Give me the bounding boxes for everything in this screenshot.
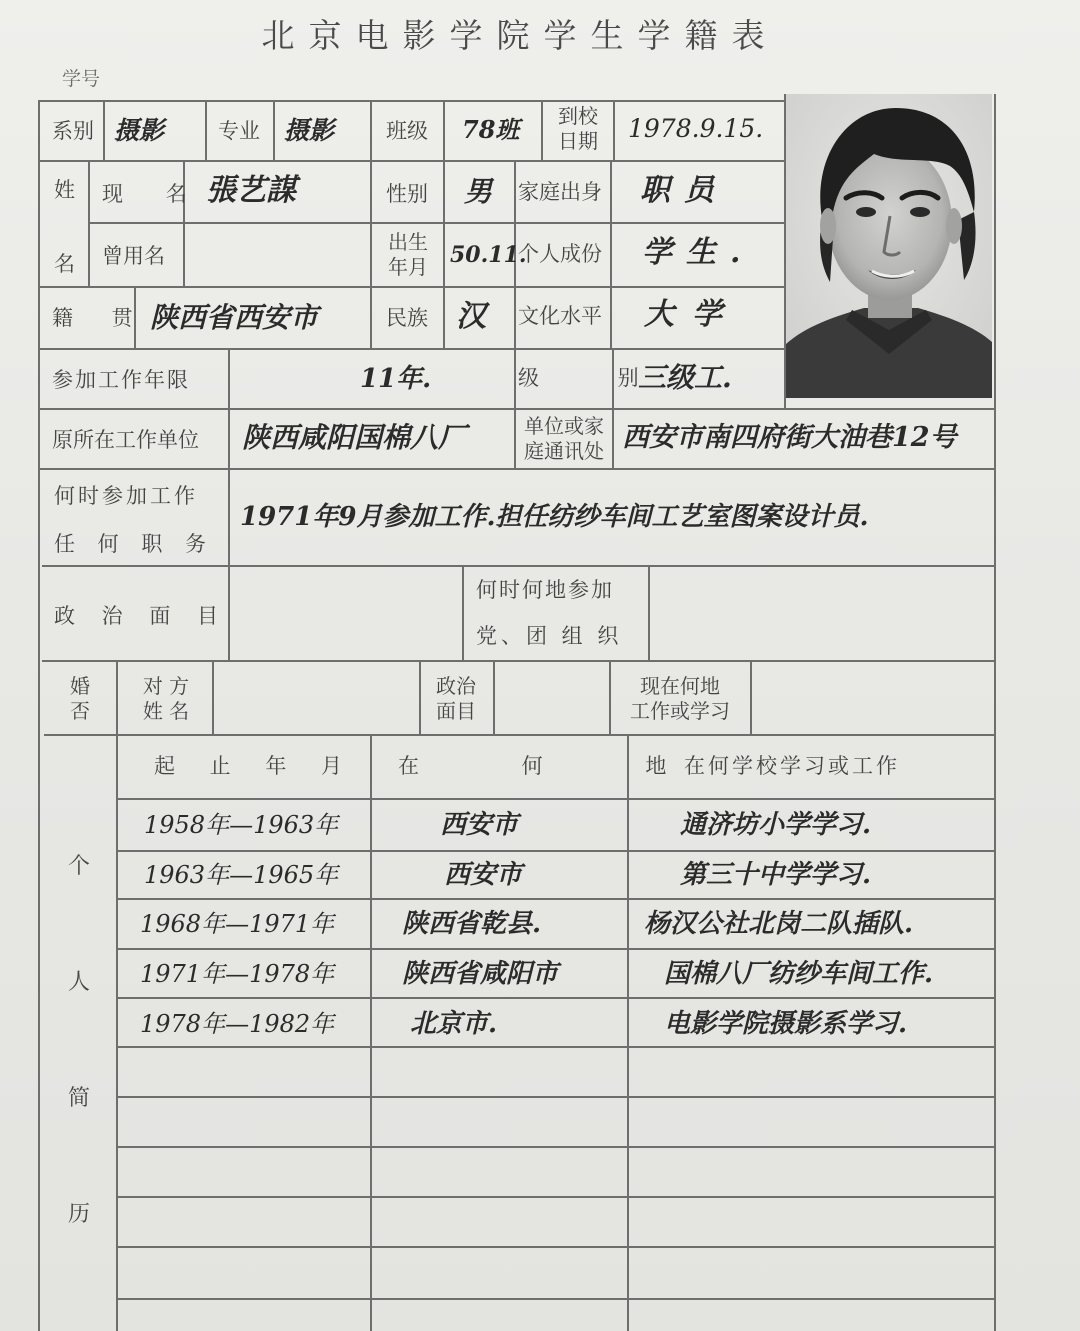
address-label <box>516 414 612 464</box>
resume-col-school: 在何学校学习或工作 <box>684 754 900 778</box>
resume-school: 国棉八厂纺纱车间工作. <box>664 959 934 989</box>
birth-label-line1: 出生 <box>388 230 428 254</box>
party-label-line1: 何时何地参加 <box>476 578 614 602</box>
rule <box>627 734 629 1331</box>
rule <box>118 1196 996 1198</box>
rule <box>750 660 752 734</box>
rule <box>88 222 786 224</box>
rule <box>38 100 40 1331</box>
resume-period: 1968年—1971年 <box>140 910 335 938</box>
given-name-label: 名 <box>54 252 75 276</box>
rule <box>205 100 207 160</box>
family-origin-value: 职员 <box>640 173 728 208</box>
ethnicity-label: 民族 <box>386 306 428 330</box>
resume-col-period: 起 止 年 月 <box>154 754 357 778</box>
resume-side-label-4: 历 <box>68 1202 91 1227</box>
rule <box>443 100 445 348</box>
rule <box>118 850 996 852</box>
rule <box>118 798 996 800</box>
native-place-label: 籍 贯 <box>52 306 149 330</box>
surname-label: 姓 <box>54 178 75 202</box>
spouse-where-label-line2: 工作或学习 <box>630 699 730 723</box>
arrive-date-label-line2: 日期 <box>558 129 598 153</box>
address-value: 西安市南四府街大油巷12号 <box>622 422 957 453</box>
address-label-line2: 庭通讯处 <box>524 439 604 463</box>
rule <box>610 160 612 348</box>
when-work-label-line2: 任 何 职 务 <box>54 532 215 556</box>
rule <box>183 160 185 286</box>
rule <box>370 100 372 348</box>
rule <box>103 100 105 160</box>
spouse-where-label <box>614 674 746 724</box>
form-title: 北京电影学院学生学籍表 <box>261 16 779 55</box>
rule <box>118 948 996 950</box>
arrive-date-label <box>548 104 608 154</box>
resume-place: 西安市 <box>440 810 519 840</box>
when-work-label-line1: 何时参加工作 <box>54 484 198 508</box>
spouse-political-label-line2: 面目 <box>436 699 476 723</box>
dept-value: 摄影 <box>114 116 165 145</box>
rule <box>419 660 421 734</box>
rule <box>118 1046 996 1048</box>
rule <box>609 660 611 734</box>
gender-label: 性别 <box>386 182 428 206</box>
rule <box>212 660 214 734</box>
education-label: 文化水平 <box>518 304 602 328</box>
rule <box>116 660 118 1331</box>
arrive-date-value: 1978.9.15. <box>628 114 764 143</box>
rule <box>541 100 543 160</box>
class-value: 78班 <box>462 115 520 144</box>
rule <box>40 408 994 410</box>
birth-label-line2: 年月 <box>388 255 428 279</box>
personal-status-label: 个人成份 <box>518 242 602 266</box>
portrait-image <box>786 94 992 398</box>
rule <box>40 348 786 350</box>
work-history-value: 1971年9月参加工作.担任纺纱车间工艺室图案设计员. <box>240 502 869 532</box>
party-label-line2: 党、团 组 织 <box>476 624 623 648</box>
work-years-value: 11年. <box>360 364 432 394</box>
rule <box>994 94 996 1331</box>
spouse-political-label-line1: 政治 <box>436 674 476 698</box>
resume-school: 通济坊小学学习. <box>680 810 872 840</box>
current-name-label: 现 名 <box>102 182 205 206</box>
resume-period: 1958年—1963年 <box>144 811 339 839</box>
work-years-label: 参加工作年限 <box>52 368 190 392</box>
arrive-date-label-line1: 到校 <box>558 104 598 128</box>
personal-status-value: 学生. <box>642 235 755 270</box>
rule <box>88 160 90 286</box>
gender-value: 男 <box>464 175 493 208</box>
rule <box>118 997 996 999</box>
rule <box>228 348 230 660</box>
birth-value: 50.11. <box>450 242 527 268</box>
ethnicity-value: 汉 <box>456 299 486 334</box>
rule <box>40 286 786 288</box>
resume-period: 1978年—1982年 <box>140 1010 335 1038</box>
resume-side-label-1: 个 <box>68 854 91 879</box>
resume-school: 第三十中学学习. <box>680 860 872 890</box>
address-label-line1: 单位或家 <box>524 414 604 438</box>
former-name-label: 曾用名 <box>102 244 165 268</box>
rule <box>118 1146 996 1148</box>
spouse-where-label-line1: 现在何地 <box>640 674 720 698</box>
class-label: 班级 <box>386 119 428 143</box>
rule <box>118 1298 996 1300</box>
grade-label: 级 别 <box>518 366 675 390</box>
grade-value: 三级工. <box>638 361 732 394</box>
rule <box>648 565 650 660</box>
native-place-value: 陕西省西安市 <box>150 301 319 334</box>
resume-side-label-3: 简 <box>68 1086 91 1111</box>
rule <box>118 898 996 900</box>
rule <box>273 100 275 160</box>
rule <box>38 100 786 102</box>
rule <box>40 468 994 470</box>
education-value: 大学 <box>644 297 740 332</box>
spouse-name-label <box>124 674 208 724</box>
resume-period: 1971年—1978年 <box>140 960 335 988</box>
rule <box>462 565 464 660</box>
rule <box>118 1246 996 1248</box>
rule <box>42 565 994 567</box>
resume-school: 电影学院摄影系学习. <box>664 1009 908 1039</box>
dept-label: 系别 <box>52 119 94 143</box>
current-name-value: 張艺謀 <box>206 173 296 208</box>
resume-period: 1963年—1965年 <box>144 861 339 889</box>
student-photo <box>786 94 992 398</box>
rule <box>42 660 996 662</box>
married-label <box>60 674 100 724</box>
prev-unit-label: 原所在工作单位 <box>52 428 199 452</box>
rule <box>40 160 786 162</box>
resume-side-label-2: 人 <box>68 970 91 995</box>
student-number-label: 学号 <box>62 68 101 90</box>
rule <box>613 100 615 160</box>
rule <box>370 734 372 1331</box>
birth-label <box>380 230 436 280</box>
rule <box>44 734 996 736</box>
political-label: 政 治 面 目 <box>54 604 229 628</box>
resume-place: 陕西省咸阳市 <box>402 959 559 989</box>
resume-place: 陕西省乾县. <box>402 909 542 939</box>
rule <box>493 660 495 734</box>
spouse-political-label <box>424 674 488 724</box>
major-value: 摄影 <box>284 116 335 145</box>
prev-unit-value: 陕西咸阳国棉八厂 <box>242 421 467 454</box>
spouse-name-label-line1: 对 方 <box>142 674 190 698</box>
married-label-line1: 婚 <box>70 674 90 698</box>
resume-place: 西安市 <box>444 860 523 890</box>
major-label: 专业 <box>218 119 260 143</box>
married-label-line2: 否 <box>70 699 90 723</box>
resume-school: 杨汉公社北岗二队插队. <box>644 909 914 939</box>
spouse-name-label-line2: 姓 名 <box>142 699 190 723</box>
family-origin-label: 家庭出身 <box>518 180 602 204</box>
resume-col-place: 在 何 地 <box>398 754 715 778</box>
resume-place: 北京市. <box>410 1009 498 1039</box>
rule <box>118 1096 996 1098</box>
